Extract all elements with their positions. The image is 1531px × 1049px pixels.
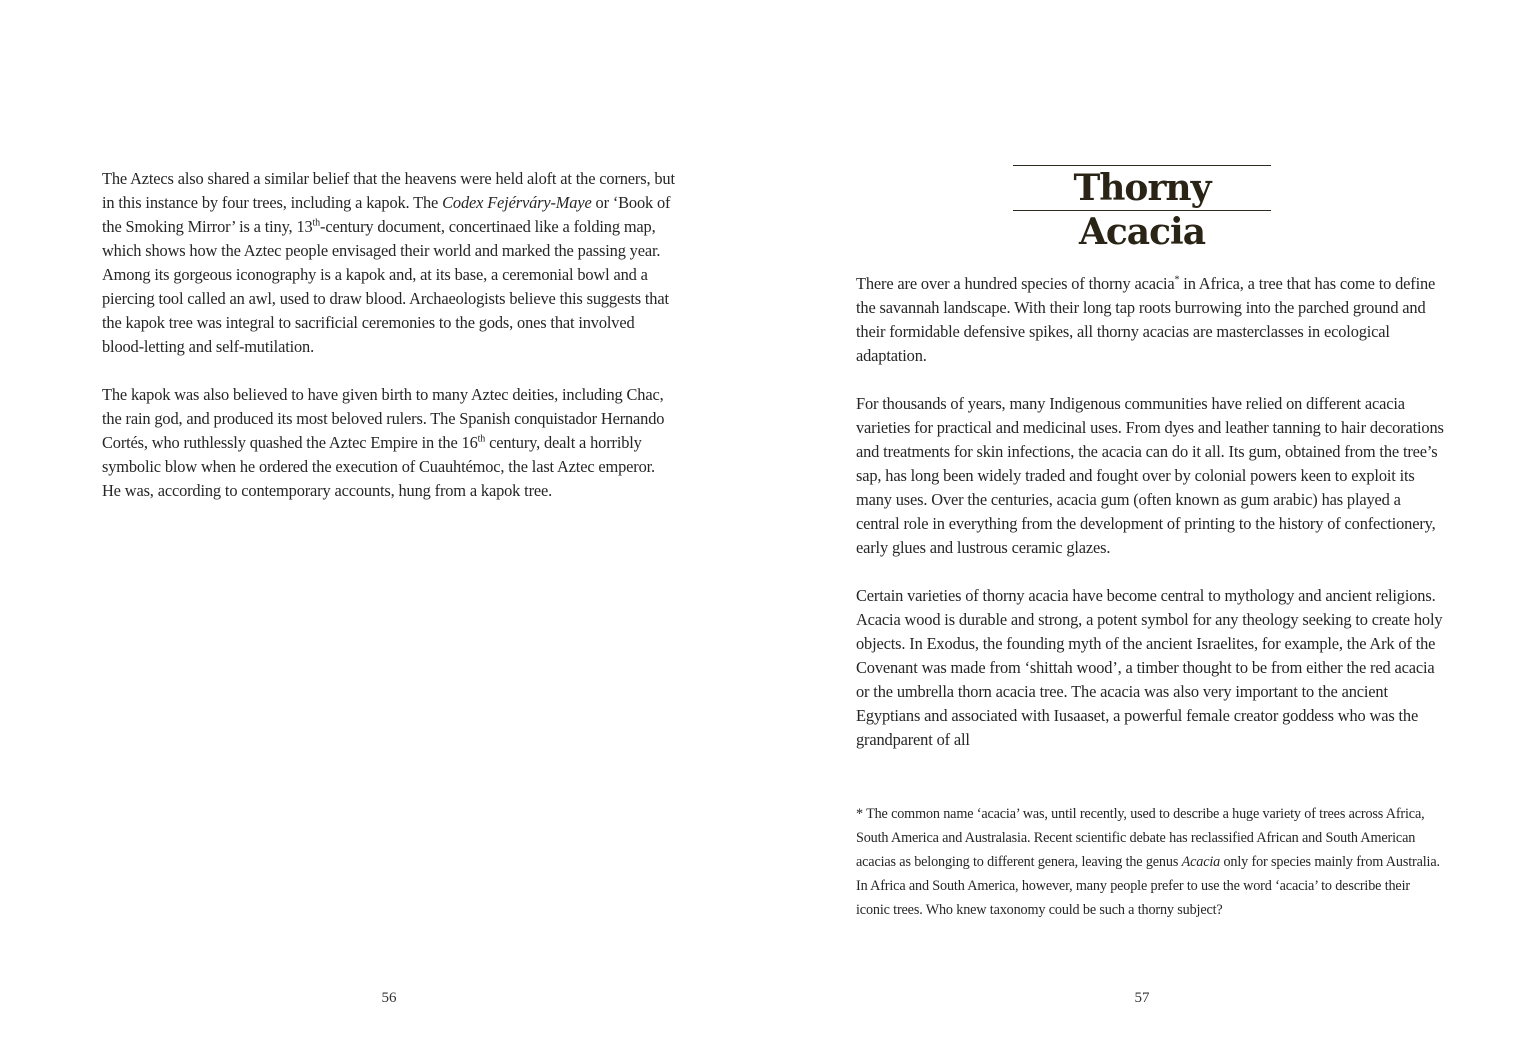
genus-name: Acacia xyxy=(1181,854,1221,870)
codex-title: Codex Fejérváry-Maye xyxy=(442,193,592,212)
chapter-title-frame xyxy=(1013,165,1271,253)
left-body-text xyxy=(102,167,677,527)
page-number-left: 56 xyxy=(381,990,397,1006)
paragraph-aztec-heavens: The Aztecs also shared a similar belief that the heavens were held aloft at the corners, but in this instance by four trees, including a kapok. The Codex Fejérváry-Maye or ‘Book of the Smoking Mirror’ is a tiny, 13th-century document, concertinaed like a folding map, which shows how the Aztec people envisaged their world and marked the passing year. Among its gorgeous iconography is a kapok and, at its base, a ceremonial bowl and a piercing tool called an awl, used to draw blood. Archaeologists believe this suggests that the kapok tree was integral to sacrificial ceremonies to the gods, ones that involved blood-letting and self-mutilation. xyxy=(102,169,675,356)
chapter-title: Thorny Acacia xyxy=(1073,167,1211,253)
left-page xyxy=(0,0,765,1049)
paragraph-kapok-deities: The kapok was also believed to have given birth to many Aztec deities, including Chac, the rain god, and produced its most beloved rulers. The Spanish conquistador Hernando Cortés, who ruthlessly quashed the Aztec Empire in the 16th century, dealt a horribly symbolic blow when he ordered the execution of Cuauhtémoc, the last Aztec emperor. He was, according to contemporary accounts, hung from a kapok tree. xyxy=(102,385,665,500)
paragraph-acacia-uses: For thousands of years, many Indigenous communities have relied on different acacia varieties for practical and medicinal uses. From dyes and leather tanning to hair decorations and treatments for skin infections, the acacia can do it all. Its gum, obtained from the tree’s sap, has long been widely traded and fought over by colonial powers keen to exploit its many uses. Over the centuries, acacia gum (often known as gum arabic) has played a central role in everything from the development of printing to the history of confectionery, early glues and lustrous ceramic glazes. xyxy=(856,394,1444,557)
paragraph-acacia-mythology: Certain varieties of thorny acacia have become central to mythology and ancient religions. Acacia wood is durable and strong, a potent symbol for any theology seeking to create holy objects. In Exodus, the founding myth of the ancient Israelites, for example, the Ark of the Covenant was made from ‘shittah wood’, a timber thought to be from either the red acacia or the umbrella thorn acacia tree. The acacia was also very important to the ancient Egyptians and associated with Iusaaset, a powerful female creator goddess who was the grandparent of all xyxy=(856,586,1443,749)
right-page xyxy=(765,0,1531,1049)
right-body-text xyxy=(856,272,1446,776)
footnote: * The common name ‘acacia’ was, until recently, used to describe a huge variety of trees across Africa, South America and Australasia. Recent scientific debate has reclassified African and South American acacias as belonging to different genera, leaving the genus Acacia only for species mainly from Australia. In Africa and South America, however, many people prefer to use the word ‘acacia’ to describe their iconic trees. Who knew taxonomy could be such a thorny subject? xyxy=(856,806,1440,918)
paragraph-acacia-species: There are over a hundred species of thorny acacia* in Africa, a tree that has come to define the savannah landscape. With their long tap roots burrowing into the parched ground and their formidable defensive spikes, all thorny acacias are masterclasses in ecological adaptation. xyxy=(856,274,1436,365)
page-number-right: 57 xyxy=(1134,990,1150,1006)
footnote-marker: * xyxy=(1174,274,1180,286)
